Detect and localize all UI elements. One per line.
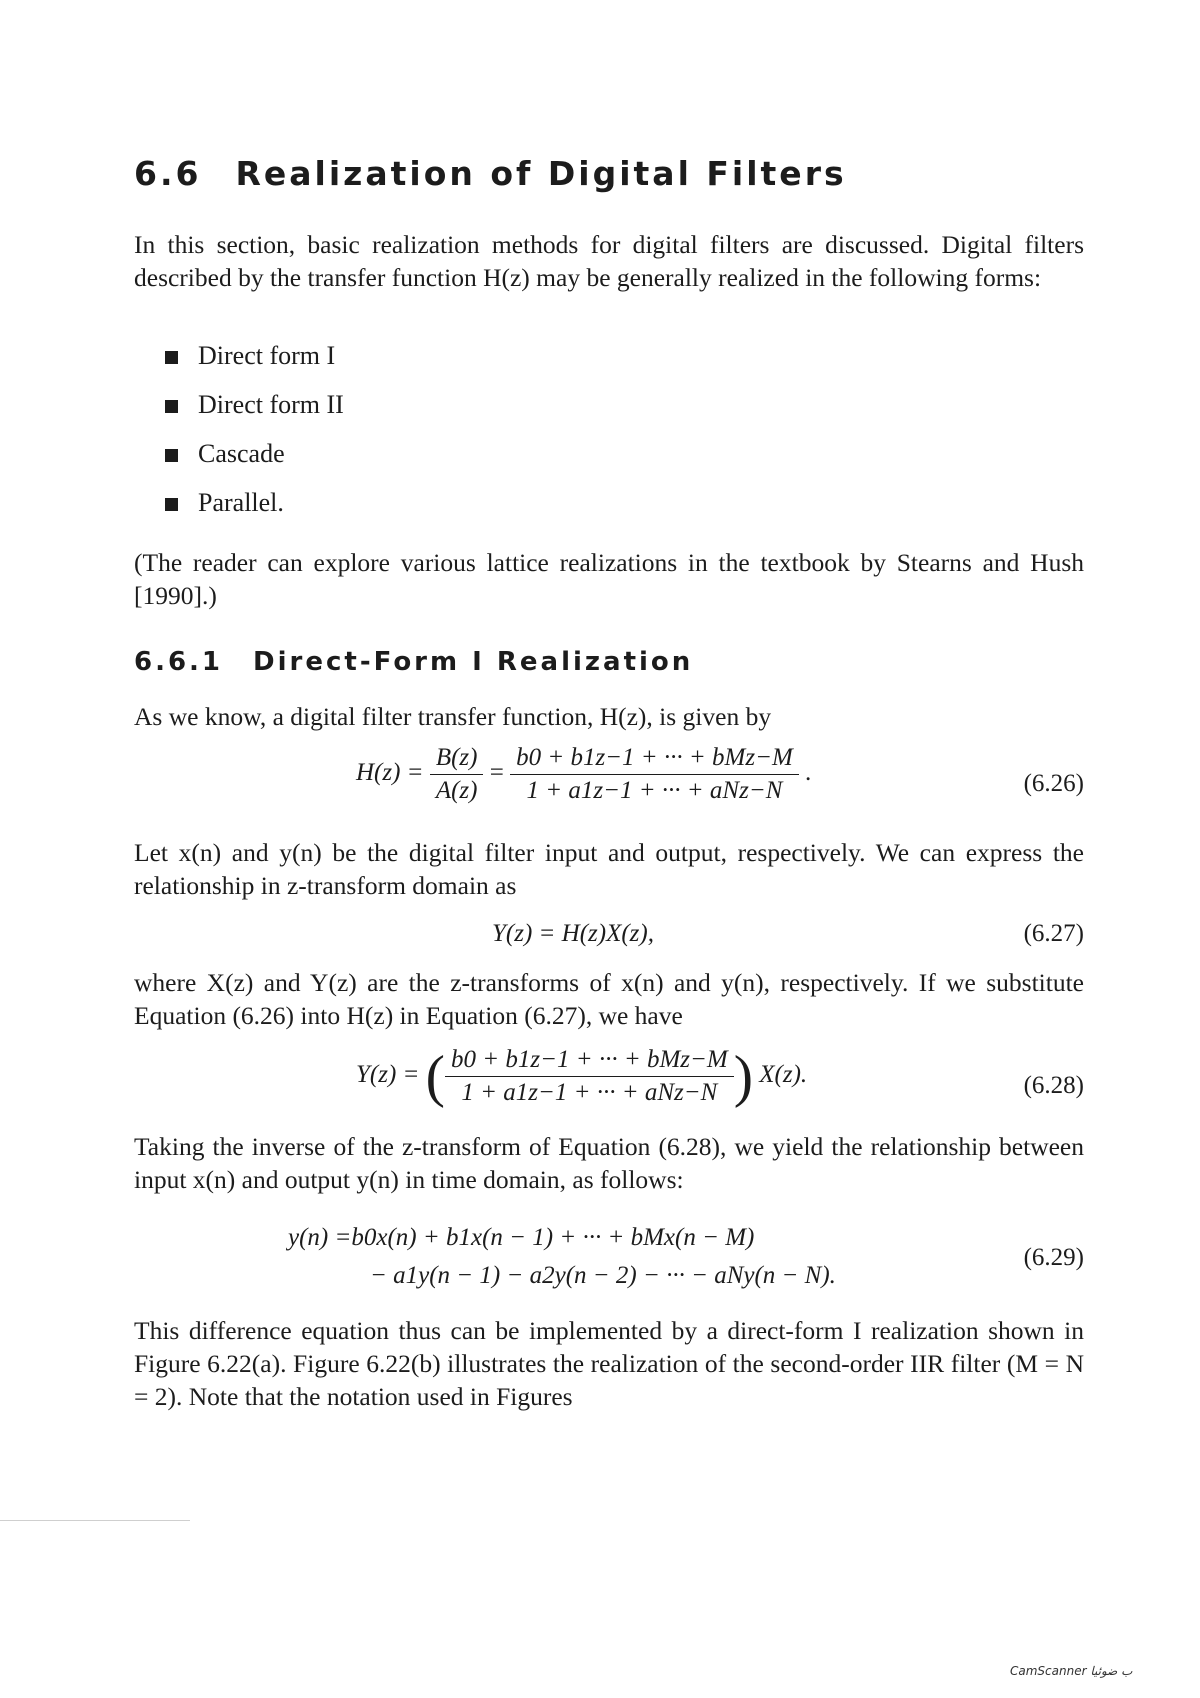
equation-6-29-line2: − a1y(n − 1) − a2y(n − 2) − ··· − aNy(n − N). (370, 1262, 836, 1289)
paragraph-io: Let x(n) and y(n) be the digital filter input and output, respectively. We can express the relationship in z-transform domain as (134, 838, 1084, 900)
intro-paragraph: In this section, basic realization methods for digital filters are discussed. Digital filters described by the transfer function H(z) may be generally realized in the following forms: (134, 230, 1084, 292)
equation-6-27: Y(z) = H(z)X(z), (492, 920, 654, 947)
section-number: 6.6 (134, 154, 202, 193)
scanner-watermark: CamScanner ب ضوئيا (1010, 1664, 1133, 1678)
paragraph-substitution: where X(z) and Y(z) are the z-transforms of x(n) and y(n), respectively. If we substitute Equation (6.26) into H(z) in Equation (6.27), we have (134, 968, 1084, 1030)
fraction: $\frac{B(z)}{A(z)}$ (430, 744, 484, 805)
subsection-number: 6.6.1 (134, 647, 224, 677)
equation-number: (6.29) (1023, 1244, 1084, 1271)
list-item: Parallel. (160, 487, 344, 536)
equation-6-29-line1: y(n) =b0x(n) + b1x(n − 1) + ··· + bMx(n − M) (288, 1224, 755, 1251)
list-item: Direct form II (160, 389, 344, 438)
equation-6-26: H(z) = $\frac{B(z)}{A(z)}$ = $\frac{\text{b0 + b1z−1 + ··· + bMz−M}}{\text{1 + a1z−1 + ··· + aNz−N}}$ . (356, 744, 812, 804)
square-bullet-icon (165, 449, 178, 462)
subsection-title: Direct-Form I Realization (253, 647, 694, 677)
subsection-heading (134, 647, 693, 677)
list-item: Cascade (160, 438, 344, 487)
paragraph-inverse: Taking the inverse of the z-transform of Equation (6.28), we yield the relationship between input x(n) and output y(n) in time domain, as follows: (134, 1132, 1084, 1194)
paragraph-difference-equation: This difference equation thus can be implemented by a direct-form I realization shown in Figure 6.22(a). Figure 6.22(b) illustrates the realization of the second-order IIR filter (M = N = 2). Note that the notation used in Figures (134, 1316, 1084, 1411)
fraction: $\frac{\text{b0 + b1z−1 + ··· + bMz−M}}{\text{1 + a1z−1 + ··· + aNz−N}}$ (510, 744, 799, 805)
list-item: Direct form I (160, 340, 344, 389)
section-heading (134, 154, 847, 193)
square-bullet-icon (165, 400, 178, 413)
equation-6-28: Y(z) = ( $\frac{\text{b0 + b1z−1 + ··· + bMz−M}}{\text{1 + a1z−1 + ··· + aNz−N}}$ ) X(z). (356, 1043, 808, 1109)
lattice-note: (The reader can explore various lattice realizations in the textbook by Stearns and Hush [1990].) (134, 548, 1084, 610)
section-title: Realization of Digital Filters (235, 154, 847, 193)
realization-forms-list (160, 340, 344, 536)
footer-divider (0, 1520, 190, 1521)
square-bullet-icon (165, 351, 178, 364)
equation-number: (6.27) (1023, 920, 1084, 947)
square-bullet-icon (165, 498, 178, 511)
paragraph-transfer-function: As we know, a digital filter transfer function, H(z), is given by (134, 702, 772, 731)
fraction: $\frac{\text{b0 + b1z−1 + ··· + bMz−M}}{\text{1 + a1z−1 + ··· + aNz−N}}$ (445, 1046, 734, 1107)
equation-number: (6.26) (1023, 770, 1084, 797)
equation-number: (6.28) (1023, 1072, 1084, 1099)
